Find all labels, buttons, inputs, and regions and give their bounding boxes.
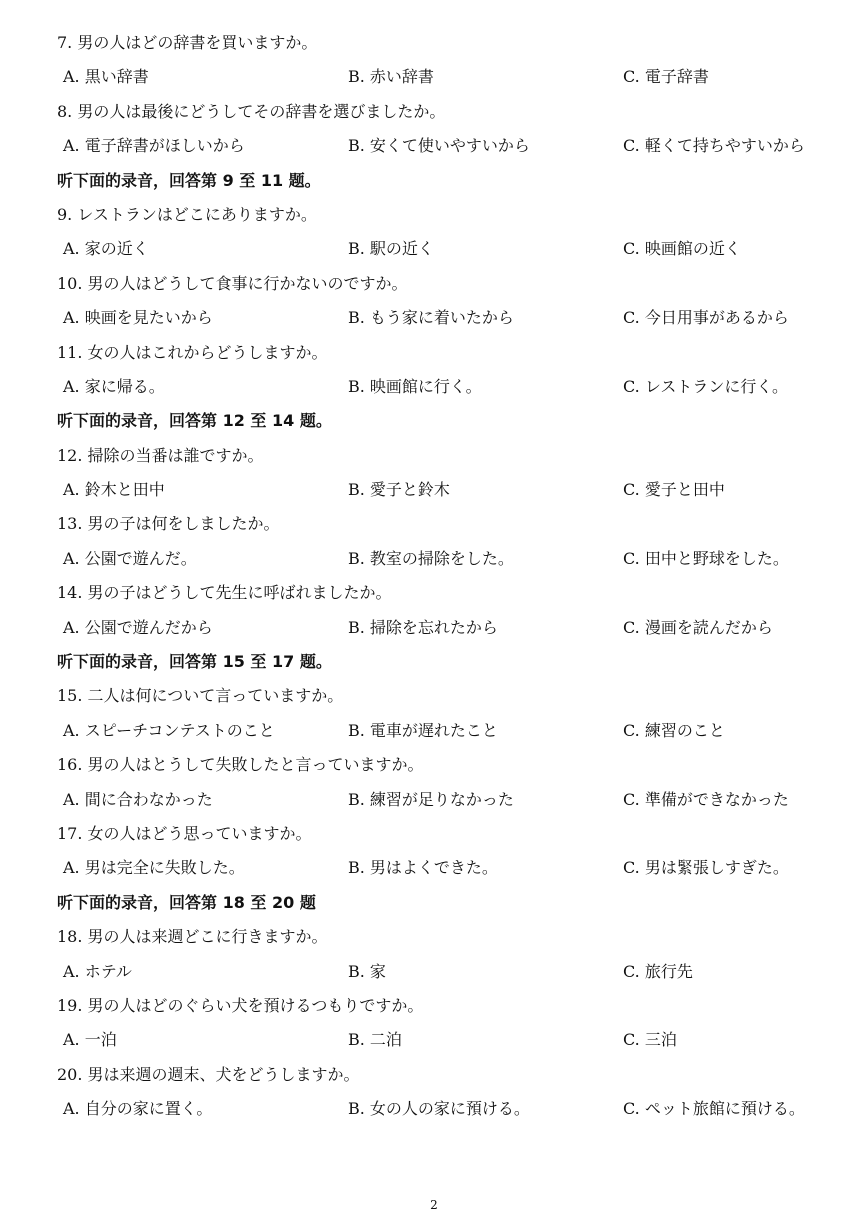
option-b: B. 赤い辞書 [348, 67, 434, 87]
option-c: C. 漫画を読んだから [623, 617, 773, 637]
option-b: B. 電車が遅れたこと [348, 720, 498, 740]
option-a: A. 公園で遊んだから [63, 617, 213, 637]
option-a: A. 間に合わなかった [63, 789, 213, 809]
question-text: 18. 男の人は来週どこに行きますか。 [57, 927, 328, 947]
section-instruction: 听下面的录音，回答第 9 至 11 题。 [57, 170, 321, 190]
answer-options [57, 714, 837, 748]
answer-options [57, 60, 837, 94]
question-text: 10. 男の人はどうして食事に行かないのですか。 [57, 273, 408, 293]
option-b: B. 教室の掃除をした。 [348, 548, 514, 568]
answer-options [57, 1092, 837, 1126]
option-b: B. 二泊 [348, 1030, 402, 1050]
option-b: B. 女の人の家に預ける。 [348, 1099, 530, 1119]
option-b: B. 男はよくできた。 [348, 858, 498, 878]
option-a: A. 自分の家に置く。 [63, 1099, 213, 1119]
question-text: 16. 男の人はとうして失敗したと言っていますか。 [57, 755, 424, 775]
question-text: 17. 女の人はどう思っていますか。 [57, 823, 312, 843]
answer-options [57, 473, 837, 507]
option-a: A. 男は完全に失敗した。 [63, 858, 245, 878]
option-c: C. 映画館の近く [623, 239, 741, 259]
answer-options [57, 955, 837, 989]
option-b: B. 安くて使いやすいから [348, 136, 530, 156]
question-text: 7. 男の人はどの辞書を買いますか。 [57, 33, 318, 52]
option-a: A. 一泊 [63, 1030, 117, 1050]
question-text: 20. 男は来週の週末、犬をどうしますか。 [57, 1064, 360, 1084]
option-c: C. レストランに行く。 [623, 376, 789, 396]
answer-options [57, 129, 837, 163]
option-c: C. 三泊 [623, 1030, 677, 1050]
option-b: B. 家 [348, 961, 386, 981]
section-instruction: 听下面的录音，回答第 12 至 14 题。 [57, 411, 332, 431]
option-a: A. 鈴木と田中 [63, 480, 165, 500]
answer-options [57, 232, 837, 266]
option-a: A. 家に帰る。 [63, 376, 165, 396]
answer-options [57, 1023, 837, 1057]
page-number: 2 [430, 1198, 438, 1212]
question-list [57, 26, 837, 1127]
option-c: C. 男は緊張しすぎた。 [623, 858, 789, 878]
question-text: 12. 掃除の当番は誰ですか。 [57, 445, 264, 465]
option-b: B. もう家に着いたから [348, 308, 514, 328]
question-text: 14. 男の子はどうして先生に呼ばれましたか。 [57, 583, 392, 603]
option-b: B. 練習が足りなかった [348, 789, 514, 809]
option-b: B. 愛子と鈴木 [348, 480, 450, 500]
option-c: C. 電子辞書 [623, 67, 709, 87]
section-instruction: 听下面的录音，回答第 18 至 20 题 [57, 892, 316, 912]
option-a: A. 家の近く [63, 239, 149, 259]
question-text: 15. 二人は何について言っていますか。 [57, 686, 344, 706]
option-c: C. 練習のこと [623, 720, 725, 740]
answer-options [57, 542, 837, 576]
option-a: A. スピーチコンテストのこと [63, 720, 275, 740]
option-c: C. 軽くて持ちやすいから [623, 136, 805, 156]
option-c: C. 旅行先 [623, 961, 693, 981]
option-a: A. 電子辞書がほしいから [63, 136, 245, 156]
option-b: B. 掃除を忘れたから [348, 617, 498, 637]
option-a: A. 映画を見たいから [63, 308, 213, 328]
section-instruction: 听下面的录音，回答第 15 至 17 题。 [57, 652, 332, 672]
answer-options [57, 851, 837, 885]
question-text: 8. 男の人は最後にどうしてその辞書を選びましたか。 [57, 101, 446, 121]
option-c: C. 田中と野球をした。 [623, 548, 789, 568]
answer-options [57, 783, 837, 817]
question-text: 19. 男の人はどのぐらい犬を預けるつもりですか。 [57, 995, 424, 1015]
option-a: A. ホテル [63, 961, 132, 981]
option-b: B. 映画館に行く。 [348, 376, 482, 396]
question-text: 11. 女の人はこれからどうしますか。 [57, 342, 328, 362]
answer-options [57, 301, 837, 335]
option-c: C. 愛子と田中 [623, 480, 725, 500]
option-a: A. 公園で遊んだ。 [63, 548, 197, 568]
question-text: 13. 男の子は何をしましたか。 [57, 514, 280, 534]
option-c: C. 今日用事があるから [623, 308, 789, 328]
question-text: 9. レストランはどこにありますか。 [57, 204, 317, 224]
option-c: C. ペット旅館に預ける。 [623, 1099, 805, 1119]
answer-options [57, 370, 837, 404]
option-b: B. 駅の近く [348, 239, 434, 259]
option-c: C. 準備ができなかった [623, 789, 789, 809]
answer-options [57, 611, 837, 645]
option-a: A. 黒い辞書 [63, 67, 149, 87]
